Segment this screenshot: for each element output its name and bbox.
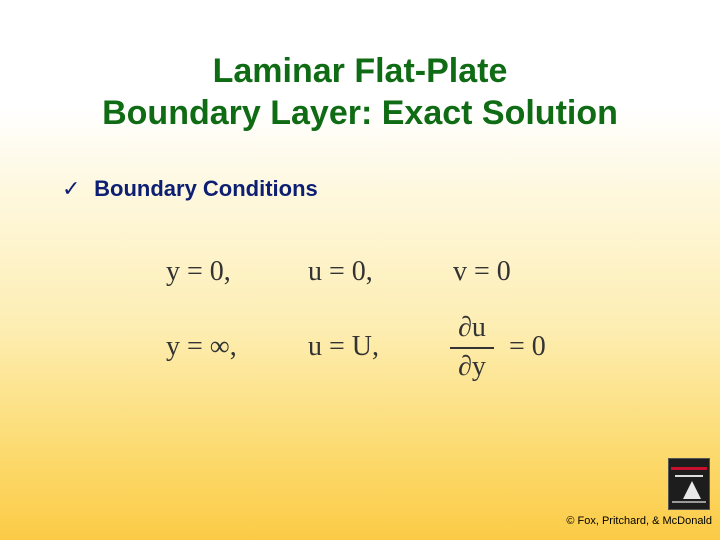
bullet-text: Boundary Conditions <box>94 176 318 201</box>
checkmark-icon: ✓ <box>62 176 81 201</box>
slide-title <box>0 50 720 134</box>
fraction-numerator: ∂u <box>458 312 486 343</box>
bullet-boundary-conditions <box>62 176 318 202</box>
fraction-denominator: ∂y <box>458 351 486 382</box>
title-line-2: Boundary Layer: Exact Solution <box>102 94 618 132</box>
equation-r2c1: y = ∞, <box>166 331 237 362</box>
equation-r1c1: y = 0, <box>166 256 231 287</box>
fraction-bar <box>450 347 494 349</box>
partial-derivative-fraction <box>450 312 494 383</box>
textbook-cover-icon <box>668 458 710 510</box>
equation-r2c2: u = U, <box>308 331 380 362</box>
copyright-credit: © Fox, Pritchard, & McDonald <box>566 515 712 527</box>
equation-r1c3: v = 0 <box>453 256 511 287</box>
title-line-1: Laminar Flat-Plate <box>212 52 508 90</box>
equation-r1c2: u = 0, <box>308 256 373 287</box>
equation-r2c3-rhs: = 0 <box>509 331 546 362</box>
